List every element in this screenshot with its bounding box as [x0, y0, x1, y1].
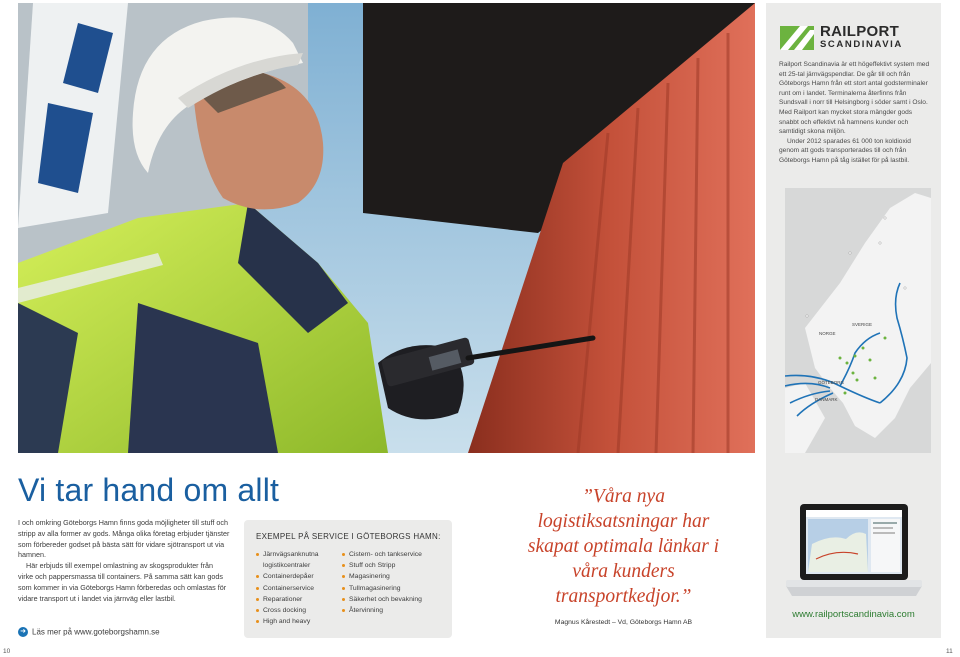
list-item: Containerservice [256, 583, 338, 594]
laptop-icon [786, 504, 922, 600]
railport-logo-mark-icon [780, 26, 814, 50]
map-label-norway: NORGE [819, 331, 836, 336]
quote-author: Magnus Kårestedt – Vd, Göteborgs Hamn AB [554, 619, 693, 626]
list-item: Cistern- och tankservice [342, 549, 448, 560]
article-body [18, 518, 230, 604]
railport-paragraph-1: Railport Scandinavia är ett högeffektivt system med ett 25-tal järnvägspendlar. De går till och från Göteborgs Hamn från ett stort antal godsterminaler runt om i landet. Terminalerna återfinns från Sundsvall i norr till Helsingborg i söder samt i Oslo. Med Railport kan mycket stora mängder gods snabbt och effektivt nå hamnens kunder och samtidigt skona miljön. [779, 61, 930, 136]
list-item: Stuff och Stripp [342, 560, 448, 571]
list-item: Cross docking [256, 605, 338, 616]
railport-url-link[interactable]: www.railportscandinavia.com [792, 609, 915, 620]
worker-container-illustration [18, 3, 755, 453]
page-number-left: 10 [3, 648, 11, 655]
railport-logo-subtext: SCANDINAVIA [820, 39, 903, 50]
map-label-denmark: DANMARK [815, 397, 838, 402]
railport-logo [780, 23, 920, 52]
list-item: High and heavy [256, 616, 338, 627]
pull-quote: ”Våra nya logistiksatsningar har skapat optimala länkar i våra kunders transportkedjor.” [527, 486, 720, 607]
list-item: Järnvägsanknutna logistikcentraler [256, 549, 338, 571]
list-item: Säkerhet och bevakning [342, 594, 448, 605]
service-list-column-2 [342, 549, 448, 616]
read-more-link[interactable] [18, 627, 160, 637]
railport-paragraph-2: Under 2012 sparades 61 000 ton koldioxid genom att gods transporterades till och från Göteborgs Hamn på tåg istället för på lastbil. [779, 137, 911, 164]
page-number-right: 11 [946, 648, 953, 655]
read-more-label[interactable]: Läs mer på www.goteborgshamn.se [32, 627, 160, 637]
service-list-column-1 [256, 549, 338, 627]
map-label-gothenburg: GÖTEBORG [818, 380, 845, 385]
service-title: EXEMPEL PÅ SERVICE I GÖTEBORGS HAMN: [256, 532, 441, 541]
list-item: Containerdepåer [256, 571, 338, 582]
railport-logo-text: RAILPORT [820, 23, 900, 40]
list-item: Magasinering [342, 571, 448, 582]
scandinavia-map [785, 188, 931, 453]
railport-description [779, 60, 931, 166]
article-headline: Vi tar hand om allt [18, 472, 280, 508]
map-label-sweden: SVERIGE [852, 322, 873, 327]
hero-photo [18, 3, 755, 453]
rail-network-map [785, 188, 931, 453]
arrow-right-icon: ➜ [18, 627, 28, 637]
article-paragraph-2: Här erbjuds till exempel omlastning av skogsprodukter från virke och pappersmassa till containers. På samma sätt kan gods som kommer in via Göteborgs Hamn förberedas och omlastas för vidare transport ut i landet via järnväg eller lastbil. [18, 561, 227, 603]
list-item: Reparationer [256, 594, 338, 605]
list-item: Återvinning [342, 605, 448, 616]
article-paragraph-1: I och omkring Göteborgs Hamn finns goda möjligheter till stuff och stripp av alla former av gods. Många olika företag erbjuder tjänster som förbereder godset på bästa sätt för vidare sjötransport ut via hamnen. [18, 518, 230, 560]
laptop-image [786, 504, 922, 600]
list-item: Tullmagasinering [342, 583, 448, 594]
